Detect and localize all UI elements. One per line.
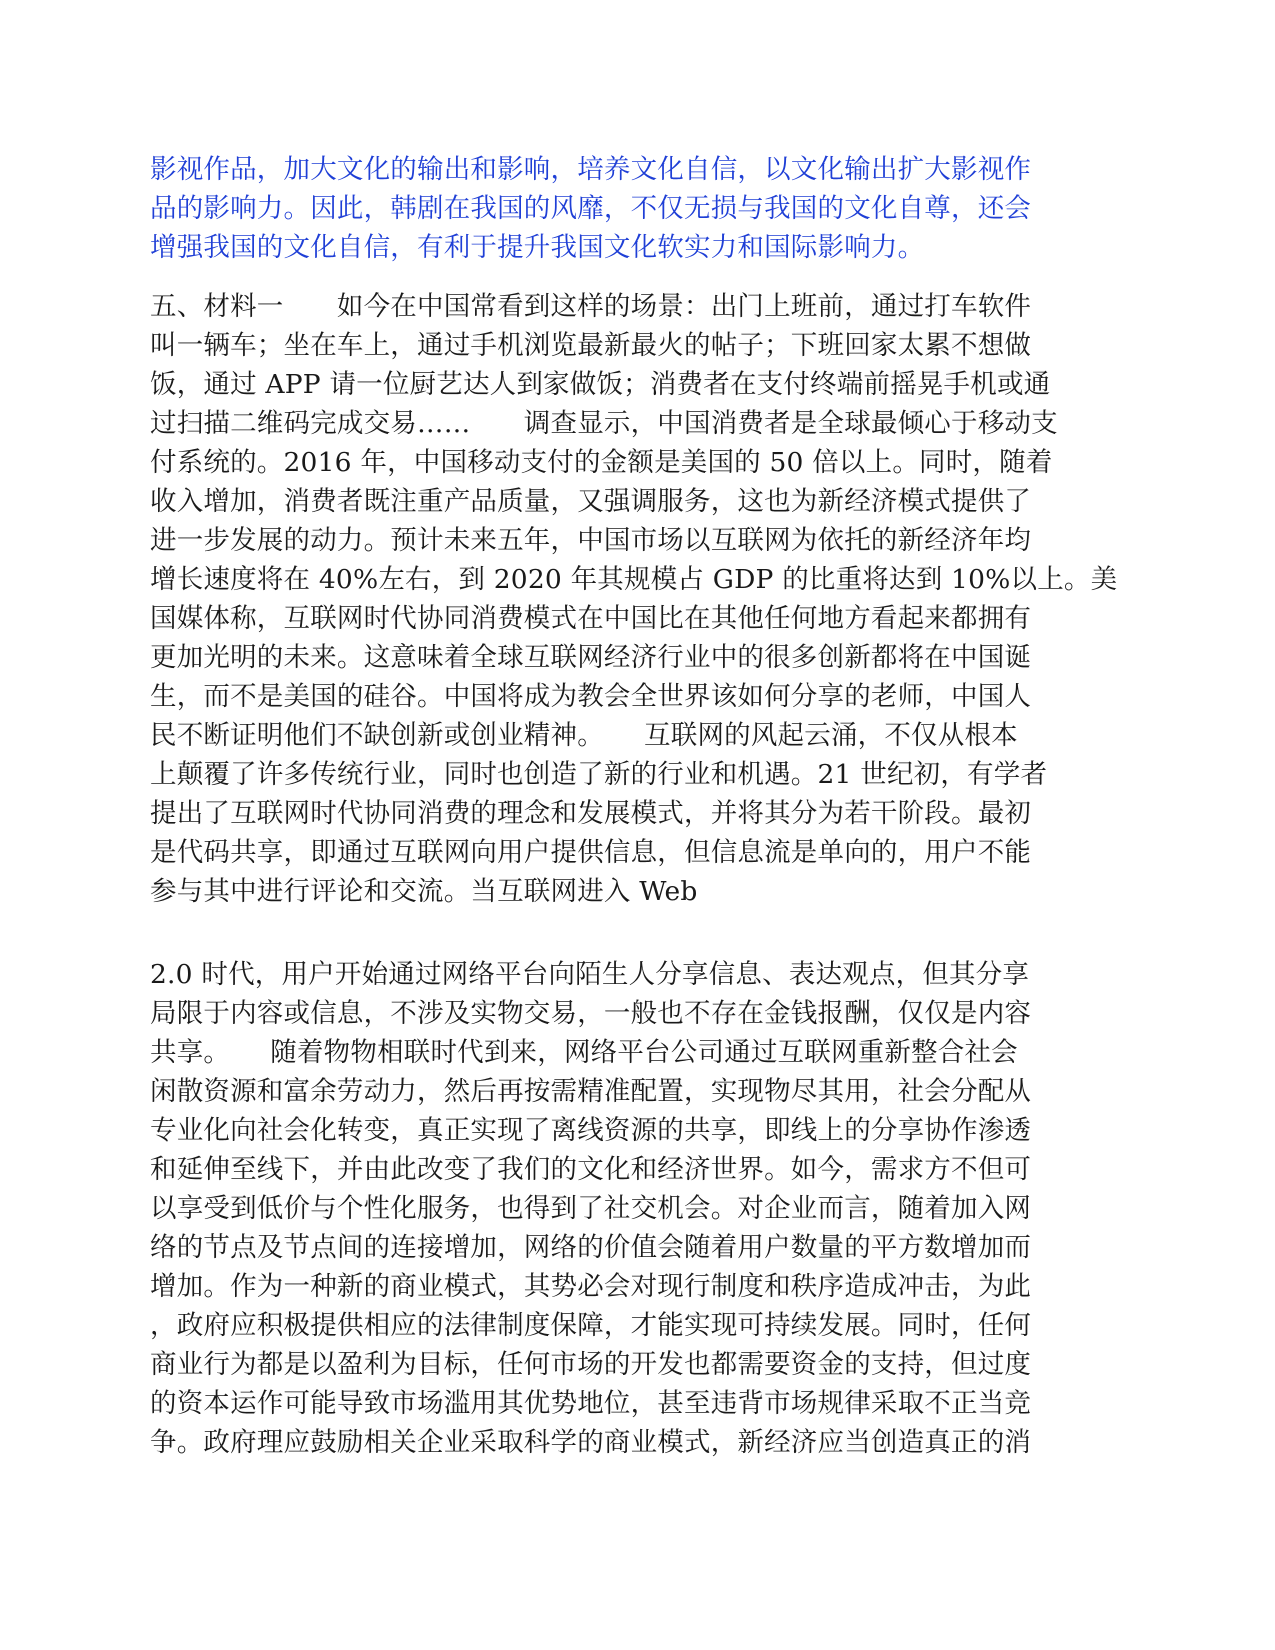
text-line: 饭，通过 APP 请一位厨艺达人到家做饭；消费者在支付终端前摇晃手机或通 — [150, 369, 1051, 400]
text-line: 局限于内容或信息，不涉及实物交易，一般也不存在金钱报酬，仅仅是内容 — [150, 998, 1032, 1029]
text-line: 2.0 时代，用户开始通过网络平台向陌生人分享信息、表达观点，但其分享 — [150, 959, 1030, 990]
text-line: 提出了互联网时代协同消费的理念和发展模式，并将其分为若干阶段。最初 — [150, 798, 1032, 829]
text-line: 闲散资源和富余劳动力，然后再按需精准配置，实现物尽其用，社会分配从 — [150, 1076, 1032, 1107]
question-five-paragraph-continued — [150, 955, 1110, 1462]
text-line: 争。政府理应鼓励相关企业采取科学的商业模式，新经济应当创造真正的消 — [150, 1427, 1032, 1458]
text-line: 更加光明的未来。这意味着全球互联网经济行业中的很多创新都将在中国诞 — [150, 642, 1032, 673]
text-line: 收入增加，消费者既注重产品质量，又强调服务，这也为新经济模式提供了 — [150, 486, 1032, 517]
text-line: 共享。 随着物物相联时代到来，网络平台公司通过互联网重新整合社会 — [150, 1037, 1018, 1068]
text-line: 络的节点及节点间的连接增加，网络的价值会随着用户数量的平方数增加而 — [150, 1232, 1032, 1263]
text-line: 上颠覆了许多传统行业，同时也创造了新的行业和机遇。21 世纪初，有学者 — [150, 759, 1048, 790]
text-line: 的资本运作可能导致市场滥用其优势地位，甚至违背市场规律采取不正当竞 — [150, 1388, 1032, 1419]
question-five-paragraph — [150, 287, 1118, 911]
text-line: 过扫描二维码完成交易…… 调查显示，中国消费者是全球最倾心于移动支 — [150, 408, 1058, 439]
text-line: 民不断证明他们不缺创新或创业精神。 互联网的风起云涌，不仅从根本 — [150, 720, 1018, 751]
text-line: ，政府应积极提供相应的法律制度保障，才能实现可持续发展。同时，任何 — [150, 1310, 1032, 1341]
text-line: 国媒体称，互联网时代协同消费模式在中国比在其他任何地方看起来都拥有 — [150, 603, 1032, 634]
text-line: 增长速度将在 40%左右，到 2020 年其规模占 GDP 的比重将达到 10%以上。美 — [150, 564, 1118, 595]
text-line: 增加。作为一种新的商业模式，其势必会对现行制度和秩序造成冲击，为此 — [150, 1271, 1032, 1302]
text-line: 付系统的。2016 年，中国移动支付的金额是美国的 50 倍以上。同时，随着 — [150, 447, 1053, 478]
text-line: 以享受到低价与个性化服务，也得到了社交机会。对企业而言，随着加入网 — [150, 1193, 1032, 1224]
text-line: 参与其中进行评论和交流。当互联网进入 Web — [150, 876, 698, 907]
text-line: 进一步发展的动力。预计未来五年，中国市场以互联网为依托的新经济年均 — [150, 525, 1032, 556]
text-line: 叫一辆车；坐在车上，通过手机浏览最新最火的帖子；下班回家太累不想做 — [150, 330, 1032, 361]
text-line: 生，而不是美国的硅谷。中国将成为教会全世界该如何分享的老师，中国人 — [150, 681, 1032, 712]
text-line: 商业行为都是以盈利为目标，任何市场的开发也都需要资金的支持，但过度 — [150, 1349, 1032, 1380]
text-line: 品的影响力。因此，韩剧在我国的风靡，不仅无损与我国的文化自尊，还会 — [150, 193, 1032, 224]
text-line: 影视作品，加大文化的输出和影响，培养文化自信，以文化输出扩大影视作 — [150, 154, 1032, 185]
text-line: 增强我国的文化自信，有利于提升我国文化软实力和国际影响力。 — [150, 232, 925, 263]
text-line: 是代码共享，即通过互联网向用户提供信息，但信息流是单向的，用户不能 — [150, 837, 1032, 868]
text-line: 五、材料一 如今在中国常看到这样的场景：出门上班前，通过打车软件 — [150, 291, 1032, 322]
text-line: 和延伸至线下，并由此改变了我们的文化和经济世界。如今，需求方不但可 — [150, 1154, 1032, 1185]
answer-paragraph-continuation — [150, 150, 1110, 267]
text-line: 专业化向社会化转变，真正实现了离线资源的共享，即线上的分享协作渗透 — [150, 1115, 1032, 1146]
